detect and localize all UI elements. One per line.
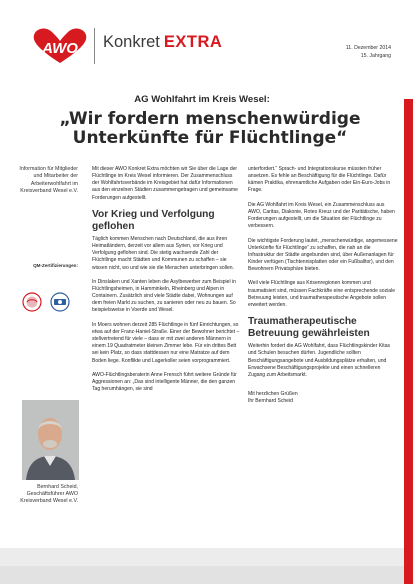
headline-line-2: Unterkünfte für Flüchtlinge“ [72,128,348,148]
awo-logo [30,26,90,66]
closing: Mit herzlichen Grüßen [248,391,298,397]
headline-line-1: „Wir fordern menschenwürdige [59,109,361,129]
issue-date: 11. Dezember 2014 [345,45,391,51]
svg-text:AWO: AWO [42,40,78,57]
qm-label: QM-Zertifizierungen: [33,263,78,268]
title-accent: EXTRA [163,33,223,51]
body-paragraph: Täglich kommen Menschen nach Deutschland, die aus ihren Heimatländern, derzeit vor allem aus Syrien, vor Krieg und Verfolgung geflohen sind. Die stetig wachsende Zahl der Flüchtlinge macht Städten und Kommunen zu schaffen – sie wissen nicht, wo und wie sie die Menschen unterbringen sollen. [92,235,234,271]
issue-volume: 15. Jahrgang [360,52,391,59]
body-paragraph: Die wichtigste Forderung lautet, „menschenwürdige, angemessene Unterkünfte für Flüchtlinge“ zu schaffen, die nah an die Infrastruktur der Städte angebunden sind, über Außenanlagen für Kinder verfügen (Tischtennisplatten oder ein Fußballtor), und den Bewohnern Privatsphäre bieten. [248,237,398,273]
signature: Ihr Bernhard Scheid [248,398,293,405]
footer-band-lower [0,566,404,584]
certification-seal-icon [51,293,69,311]
newsletter-title: Konkret EXTRA [103,33,223,51]
body-paragraph: unterfordert.“ Sprach- und Integrationskurse müssten früher ansetzen. Es fehle an Beschäftigung für die Flüchtlinge. Dafür kämen Praktika, ehrenamtliche Aufgaben oder Ein-Euro-Jobs in Frage. [248,166,391,194]
section-heading: Vor Krieg und Verfolgung geflohen [92,208,215,232]
article-kicker: AG Wohlfahrt im Kreis Wesel: [134,94,270,105]
body-paragraph: Die AG Wohlfahrt im Kreis Wesel, ein Zusammenschluss aus AWO, Caritas, Diakonie, Rotes Kreuz und der Paritätische, haben Forderungen aufgestellt, um die Situation der Flüchtlinge zu verbessern. [248,201,395,230]
certification-seal-icon [23,293,41,311]
body-paragraph: In Dinslaken und Xanten leben die Asylbewerber zum Beispiel in Flüchtlingsheimen, in Hamminkeln, Rheinberg und Alpen in Containern. Zusätzlich sind viele Städte dabei, Wohnungen auf dem freien Markt zu suchen, zu sanieren oder neu zu bauen. So beispielsweise in Voerde und Wesel. [92,278,236,314]
photo-caption: Bernhard Scheid, Geschäftsführer AWO Kreisverband Wesel e.V. [20,484,78,505]
article-headline [55,110,365,148]
portrait-photo [22,400,79,480]
header-divider [94,28,95,64]
publication-info: Information für Mitglieder und Mitarbeiter der Arbeiterwohlfahrt im Kreisverband Wesel e.V. [19,166,78,194]
body-paragraph: In Moers wohnen derzeit 285 Flüchtlinge in fünf Einrichtungen, so etwa auf der Franz-Haniel-Straße. Einer der Bewohner berichtet – stellvertretend für viele – dass er mit zwei anderen Männern in einem 19 Quadratmeter kleinen Zimmer lebe. Für ein drittes Bett sei kein Platz, so dass stattdessen nur eine Matratze auf dem Boden liege. Konflikte und Lagerkoller seien vorprogrammiert. [92,321,240,364]
body-paragraph: Weil viele Flüchtlinge aus Krisenregionen kommen und traumatisiert sind, müssen Fachkräfte eine entsprechende soziale Betreuung leisten, und traumatherapeutische Angebote sollen erweitert werden. [248,280,395,308]
article-column-2 [248,166,398,412]
section-heading: Traumatherapeutische Betreuung gewährleisten [248,316,370,340]
intro-paragraph: Mit dieser AWO Konkret Extra möchten wir Sie über die Lage der Flüchtlinge im Kreis Wesel informieren. Der Zusammenschluss der Wohlfahrtsverbände im Kreisgebiet hat dafür Informationen aus den einzelnen Städten zusammengetragen und gemeinsame Forderungen aufgestellt. [92,166,238,201]
signoff [248,391,398,405]
red-edge-tab [404,99,413,584]
article-column-1 [92,166,241,400]
body-paragraph: Weiterhin fordert die AG Wohlfahrt, dass Flüchtlingskinder Kitas und Schulen besuchen dürfen. Jugendliche sollten Beschäftigungsangebote und Ausbildungsplätze erhalten, und Erwachsene Beschäftigungsprojekte und einen schnelleren Zugang zum Arbeitsmarkt. [248,343,391,378]
certification-seals [22,292,78,312]
issue-info [346,45,391,60]
body-paragraph: AWO-Flüchtlingsberaterin Anne Frensch führt weitere Gründe für Aggressionen an: „Das sind intelligente Männer, die den ganzen Tag herumhängen, sie sind [92,371,237,393]
